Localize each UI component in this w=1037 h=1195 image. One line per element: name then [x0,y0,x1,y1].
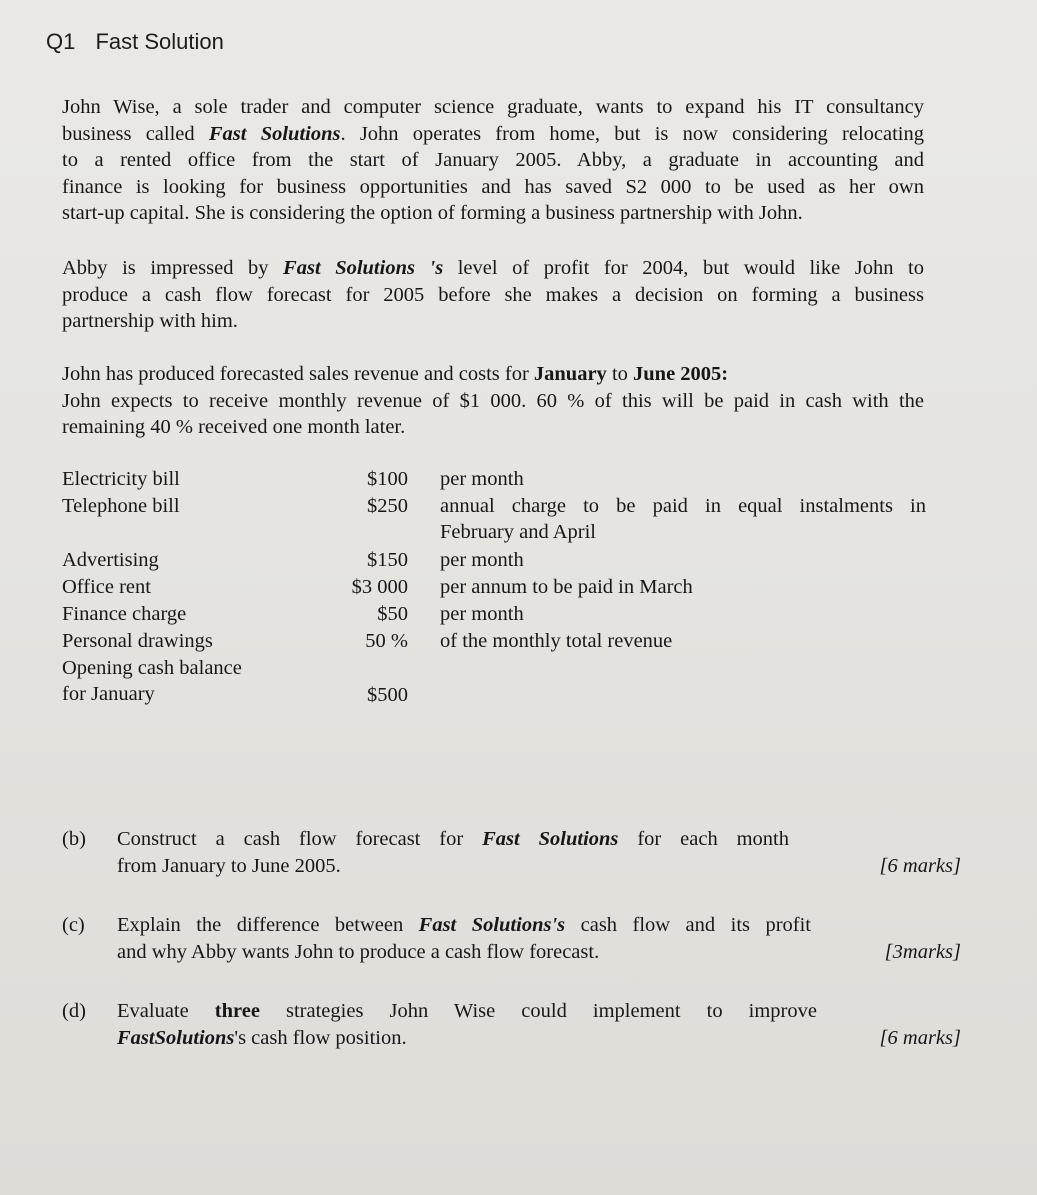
cost-note: annual charge to be paid in equal instalments in [440,495,926,517]
question-b-marks: [6 marks] [879,855,961,877]
text-fragment: Evaluate [117,1000,215,1022]
cost-note: per annum to be paid in March [440,576,693,598]
text-fragment: John has produced forecasted sales revenue and costs for [62,363,534,385]
cost-note: of the monthly total revenue [440,630,673,652]
bold-count: three [214,1000,260,1022]
forecast-paragraph [62,361,924,441]
paragraph-line: John Wise, a sole trader and computer science graduate, wants to expand his IT consultancy [62,96,924,118]
text-fragment: Construct a cash flow forecast for [117,828,483,850]
cost-amount: 50 % [365,630,408,652]
question-c-marks: [3marks] [884,941,961,963]
question-line [117,998,817,1025]
cost-label: Finance charge [62,603,187,625]
business-name: FastSolutions [117,1027,235,1049]
business-name: Fast Solutions [208,122,341,145]
cost-note: per month [440,468,524,490]
question-title [46,29,224,55]
cost-amount: $250 [367,495,408,517]
cost-note: per month [440,549,524,571]
text-fragment: Abby is impressed by [62,257,284,279]
cost-label: Personal drawings [62,630,213,652]
question-c-letter: (c) [62,914,85,936]
paragraph-line: remaining 40 % received one month later. [62,416,406,438]
question-line: and why Abby wants John to produce a cash flow forecast. [117,941,600,963]
question-heading: Fast Solution [95,29,224,54]
intro-paragraph [62,94,924,227]
question-d-marks: [6 marks] [879,1027,961,1049]
cost-label: Electricity bill [62,468,180,490]
question-d-letter: (d) [62,1000,86,1022]
cost-label: Telephone bill [62,495,180,517]
bold-month: June 2005 [633,363,722,385]
question-line [117,826,789,853]
question-line [117,1025,817,1052]
cost-label: Office rent [62,576,151,598]
paragraph-line: John expects to receive monthly revenue of $1 000. 60 % of this will be paid in cash with the [62,389,924,412]
profit-paragraph [62,255,924,335]
text-fragment: business called [62,122,209,145]
cost-label: Advertising [62,549,159,571]
cost-note: per month [440,603,524,625]
question-line [117,912,811,939]
business-name: Fast Solutions's [418,914,566,936]
business-name: Fast Solutions [482,828,619,850]
paragraph-line [62,121,924,148]
cost-amount: $100 [367,468,408,490]
business-name: Fast Solutions 's [283,257,444,279]
paragraph-line: to a rented office from the start of January 2005. Abby, a graduate in accounting and [62,149,924,171]
text-fragment: 's cash flow position. [234,1027,407,1049]
text-fragment: cash flow and its profit [565,914,811,936]
text-fragment: for each month [618,828,789,850]
paragraph-line [62,255,924,282]
text-fragment: to [606,363,634,385]
cost-label: Opening cash balance [62,657,242,679]
paragraph-line [62,361,924,388]
bold-month: January [533,363,607,385]
paragraph-line: start-up capital. She is considering the option of forming a business partnership with John. [62,202,803,224]
question-b-letter: (b) [62,828,86,850]
question-c-text [117,912,811,966]
cost-note: February and April [440,521,596,543]
cost-label: for January [62,683,155,705]
text-fragment: . John operates from home, but is now considering relocating [340,122,924,145]
cost-amount: $3 000 [351,576,408,598]
paragraph-line: produce a cash flow forecast for 2005 before she makes a decision on forming a business [62,283,924,306]
cost-amount: $50 [377,603,408,625]
paragraph-line: partnership with him. [62,310,238,332]
cost-amount: $150 [367,549,408,571]
text-fragment: strategies John Wise could implement to improve [259,1000,817,1022]
question-line: from January to June 2005. [117,855,341,877]
text-fragment: : [721,363,729,385]
question-b-text [117,826,789,880]
paragraph-line: finance is looking for business opportunities and has saved S2 000 to be used as her own [62,175,924,198]
text-fragment: level of profit for 2004, but would like John to [443,257,924,279]
question-d-text [117,998,817,1052]
text-fragment: Explain the difference between [117,914,419,936]
cost-amount: $500 [367,684,408,706]
question-number: Q1 [46,29,76,54]
